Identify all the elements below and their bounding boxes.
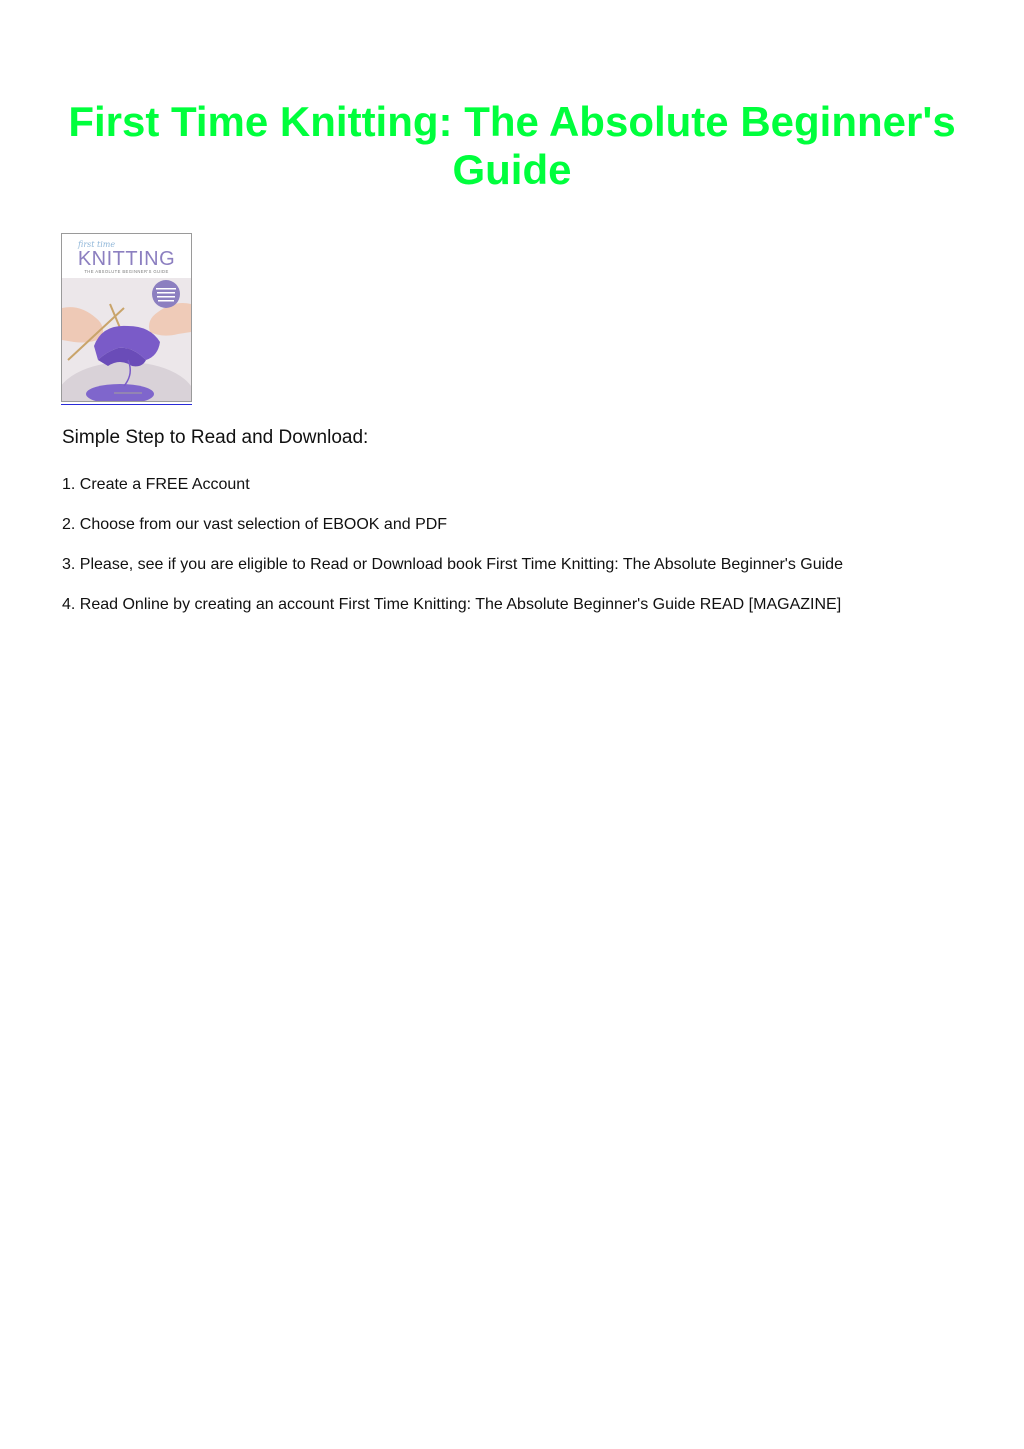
steps-list: [62, 476, 843, 636]
book-cover-link[interactable]: [61, 233, 192, 405]
steps-heading: Simple Step to Read and Download:: [62, 427, 369, 448]
list-item: 1. Create a FREE Account: [62, 476, 250, 493]
list-item: 4. Read Online by creating an account First Time Knitting: The Absolute Beginner's Guide READ [MAGAZINE]: [62, 596, 842, 613]
list-item: 3. Please, see if you are eligible to Read or Download book First Time Knitting: The Absolute Beginner's Guide: [62, 556, 843, 573]
cover-main-text: KNITTING: [77, 248, 176, 270]
page-title: First Time Knitting: The Absolute Beginner's Guide: [68, 98, 956, 193]
cover-script-text: first time: [78, 240, 116, 249]
cover-tagline: THE ABSOLUTE BEGINNER'S GUIDE: [84, 269, 169, 274]
book-cover-art: [62, 234, 191, 401]
list-item: 2. Choose from our vast selection of EBOOK and PDF: [62, 516, 448, 533]
book-cover-image: [61, 233, 192, 402]
